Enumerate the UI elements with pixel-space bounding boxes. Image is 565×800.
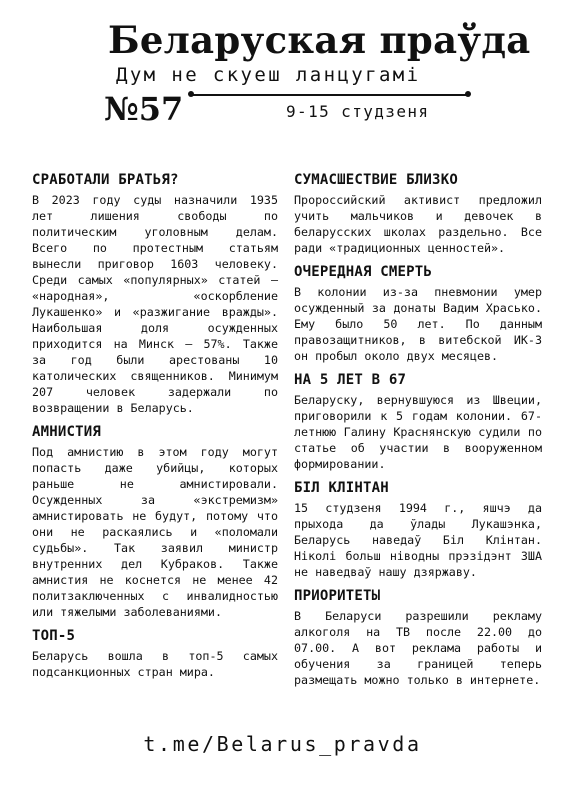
article-sumasshestvie [294, 170, 542, 256]
article-top-5 [32, 626, 278, 680]
left-column [32, 170, 278, 686]
issue-dates: 9-15 студзеня [286, 102, 430, 121]
issue-number: №57 [104, 90, 184, 128]
article-body: В Беларуси разрешили рекламу алкоголя на ТВ после 22.00 до 07.00. А вот реклама работы и обучения за границей теперь размещать можно только в интернете. [294, 609, 542, 687]
article-heading: ОЧЕРЕДНАЯ СМЕРТЬ [294, 264, 433, 280]
article-heading: ТОП-5 [32, 628, 76, 644]
article-prioritety [294, 586, 542, 688]
right-column [294, 170, 542, 694]
masthead-divider [191, 94, 468, 96]
newspaper-motto: Дум не скуеш ланцугамі [116, 64, 421, 86]
article-heading: НА 5 ЛЕТ В 67 [294, 372, 407, 388]
article-body: В 2023 году суды назначили 1935 лет лишения свободы по политическим уголовным делам. Всего по протестным статьям вынесли приговор 1603 человеку. Среди самых «популярных» статей – «народная», «оскорбление Лукашенко» и «разжигание вражды». Наибольшая доля осужденных приходится на Минск – 57%. Также за год были арестованы 10 католических священников. Минимум 207 человек задержали по возвращении в Беларусь. [32, 193, 278, 415]
article-heading: СРАБОТАЛИ БРАТЬЯ? [32, 172, 179, 188]
masthead [0, 0, 565, 150]
article-body: Под амнистию в этом году могут попасть даже убийцы, которых раньше не амнистировали. Осужденных за «экстремизм» амнистировать не будут, потому что они не раскаялись и «поломали судьбы». Так заявил министр внутренних дел Кубраков. Также амнистия не коснется не менее 42 политзаключенных с инвалидностью или тяжелыми заболеваниями. [32, 445, 278, 619]
article-ocherednaya-smert [294, 262, 542, 364]
article-body: Пророссийский активист предложил учить мальчиков и девочек в беларусских школах раздельно. Все ради «традиционных ценностей». [294, 193, 542, 255]
article-heading: СУМАСШЕСТВИЕ БЛИЗКО [294, 172, 458, 188]
article-heading: АМНИСТИЯ [32, 424, 102, 440]
article-body: Беларуску, вернувшуюся из Швеции, приговорили к 5 годам колонии. 67-летнюю Галину Краснянскую судили по статье об участии в вооруженном формировании. [294, 393, 542, 471]
article-heading: ПРИОРИТЕТЫ [294, 588, 381, 604]
article-amnistiya [32, 422, 278, 620]
telegram-link[interactable]: t.me/Belarus_pravda [143, 732, 422, 756]
newspaper-title: Беларуская праўда [108, 18, 531, 62]
article-bil-klintan [294, 478, 542, 580]
article-heading: БІЛ КЛІНТАН [294, 480, 389, 496]
article-sravotali-bratya [32, 170, 278, 416]
article-body: Беларусь вошла в топ-5 самых подсанкционных стран мира. [32, 649, 278, 679]
article-na-5-let [294, 370, 542, 472]
article-body: 15 студзеня 1994 г., яшчэ да прыхода да ўлады Лукашэнка, Беларусь наведаў Біл Клінтан. Ніколі больш ніводны прэзідэнт ЗША не наведваў нашу дзяржаву. [294, 501, 542, 579]
article-body: В колонии из-за пневмонии умер осужденный за донаты Вадим Храсько. Ему было 50 лет. По данным правозащитников, в витебской ИК-3 он пробыл около двух месяцев. [294, 285, 542, 363]
